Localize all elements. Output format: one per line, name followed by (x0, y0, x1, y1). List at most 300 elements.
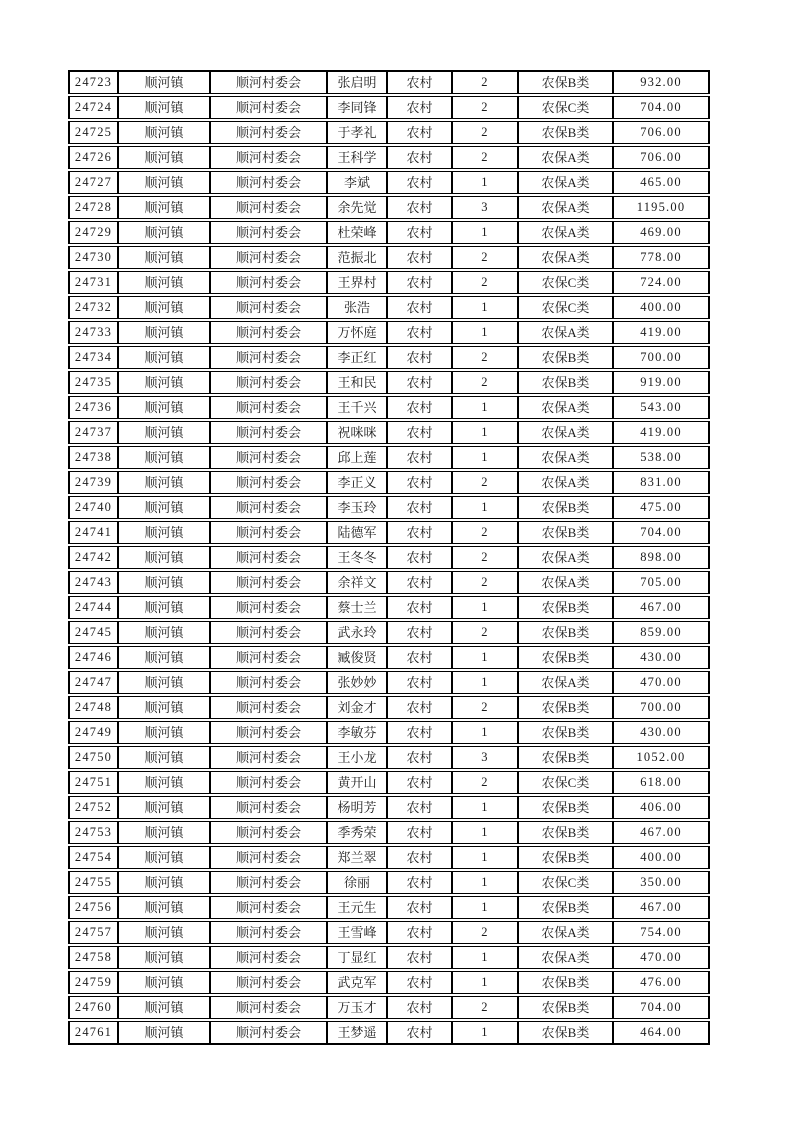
cell-count: 1 (452, 1021, 518, 1045)
cell-residence: 农村 (387, 70, 452, 94)
cell-name: 万怀庭 (327, 321, 387, 344)
cell-village: 顺河村委会 (210, 496, 327, 519)
cell-amount: 543.00 (613, 396, 710, 419)
cell-category: 农保B类 (518, 846, 613, 869)
cell-town: 顺河镇 (118, 996, 210, 1019)
cell-village: 顺河村委会 (210, 1021, 327, 1045)
cell-town: 顺河镇 (118, 271, 210, 294)
cell-village: 顺河村委会 (210, 671, 327, 694)
table-row (68, 496, 710, 519)
cell-count: 1 (452, 646, 518, 669)
pension-benefits-table (68, 68, 710, 1047)
cell-count: 1 (452, 796, 518, 819)
table-row (68, 871, 710, 894)
cell-town: 顺河镇 (118, 546, 210, 569)
cell-id: 24758 (68, 946, 118, 969)
cell-town: 顺河镇 (118, 696, 210, 719)
cell-id: 24727 (68, 171, 118, 194)
cell-amount: 469.00 (613, 221, 710, 244)
table-row (68, 1021, 710, 1045)
cell-town: 顺河镇 (118, 496, 210, 519)
cell-count: 1 (452, 721, 518, 744)
cell-name: 范振北 (327, 246, 387, 269)
table-row (68, 446, 710, 469)
cell-count: 2 (452, 371, 518, 394)
cell-residence: 农村 (387, 871, 452, 894)
cell-count: 1 (452, 171, 518, 194)
cell-amount: 705.00 (613, 571, 710, 594)
table-row (68, 346, 710, 369)
cell-count: 2 (452, 346, 518, 369)
cell-id: 24750 (68, 746, 118, 769)
cell-residence: 农村 (387, 396, 452, 419)
cell-count: 2 (452, 521, 518, 544)
cell-count: 2 (452, 146, 518, 169)
cell-amount: 704.00 (613, 96, 710, 119)
cell-id: 24745 (68, 621, 118, 644)
cell-name: 杨明芳 (327, 796, 387, 819)
cell-amount: 778.00 (613, 246, 710, 269)
cell-category: 农保B类 (518, 1021, 613, 1045)
cell-amount: 475.00 (613, 496, 710, 519)
cell-id: 24744 (68, 596, 118, 619)
cell-count: 2 (452, 921, 518, 944)
cell-residence: 农村 (387, 221, 452, 244)
table-row (68, 621, 710, 644)
cell-id: 24759 (68, 971, 118, 994)
cell-name: 张浩 (327, 296, 387, 319)
cell-town: 顺河镇 (118, 946, 210, 969)
cell-count: 2 (452, 696, 518, 719)
cell-id: 24740 (68, 496, 118, 519)
cell-id: 24749 (68, 721, 118, 744)
cell-village: 顺河村委会 (210, 321, 327, 344)
cell-id: 24724 (68, 96, 118, 119)
cell-town: 顺河镇 (118, 70, 210, 94)
cell-amount: 706.00 (613, 146, 710, 169)
cell-name: 祝咪咪 (327, 421, 387, 444)
cell-village: 顺河村委会 (210, 421, 327, 444)
cell-amount: 470.00 (613, 671, 710, 694)
cell-id: 24742 (68, 546, 118, 569)
cell-name: 王和民 (327, 371, 387, 394)
cell-town: 顺河镇 (118, 871, 210, 894)
cell-category: 农保B类 (518, 896, 613, 919)
table-row (68, 546, 710, 569)
cell-count: 2 (452, 246, 518, 269)
cell-count: 1 (452, 846, 518, 869)
table-row (68, 746, 710, 769)
cell-name: 万玉才 (327, 996, 387, 1019)
cell-village: 顺河村委会 (210, 346, 327, 369)
cell-town: 顺河镇 (118, 221, 210, 244)
cell-count: 1 (452, 496, 518, 519)
cell-category: 农保B类 (518, 70, 613, 94)
cell-count: 1 (452, 396, 518, 419)
cell-residence: 农村 (387, 271, 452, 294)
table-row (68, 921, 710, 944)
cell-category: 农保B类 (518, 971, 613, 994)
cell-town: 顺河镇 (118, 96, 210, 119)
cell-village: 顺河村委会 (210, 371, 327, 394)
cell-count: 1 (452, 671, 518, 694)
cell-amount: 898.00 (613, 546, 710, 569)
cell-id: 24753 (68, 821, 118, 844)
cell-amount: 919.00 (613, 371, 710, 394)
cell-residence: 农村 (387, 321, 452, 344)
cell-category: 农保A类 (518, 546, 613, 569)
cell-name: 李斌 (327, 171, 387, 194)
cell-name: 蔡士兰 (327, 596, 387, 619)
table-row (68, 321, 710, 344)
cell-count: 2 (452, 546, 518, 569)
cell-id: 24756 (68, 896, 118, 919)
table-row (68, 821, 710, 844)
cell-id: 24747 (68, 671, 118, 694)
cell-village: 顺河村委会 (210, 921, 327, 944)
cell-category: 农保B类 (518, 346, 613, 369)
cell-amount: 706.00 (613, 121, 710, 144)
cell-amount: 406.00 (613, 796, 710, 819)
cell-name: 李正义 (327, 471, 387, 494)
cell-name: 郑兰翠 (327, 846, 387, 869)
table-row (68, 971, 710, 994)
cell-name: 王科学 (327, 146, 387, 169)
cell-count: 1 (452, 821, 518, 844)
cell-amount: 700.00 (613, 346, 710, 369)
cell-id: 24741 (68, 521, 118, 544)
cell-id: 24723 (68, 70, 118, 94)
cell-category: 农保C类 (518, 871, 613, 894)
cell-amount: 430.00 (613, 646, 710, 669)
table-row (68, 846, 710, 869)
cell-name: 李正红 (327, 346, 387, 369)
cell-id: 24760 (68, 996, 118, 1019)
cell-town: 顺河镇 (118, 671, 210, 694)
cell-town: 顺河镇 (118, 771, 210, 794)
cell-amount: 700.00 (613, 696, 710, 719)
cell-category: 农保C类 (518, 271, 613, 294)
cell-name: 臧俊贤 (327, 646, 387, 669)
cell-town: 顺河镇 (118, 621, 210, 644)
cell-residence: 农村 (387, 671, 452, 694)
cell-name: 王元生 (327, 896, 387, 919)
cell-count: 1 (452, 421, 518, 444)
cell-residence: 农村 (387, 921, 452, 944)
table-row (68, 671, 710, 694)
table-row (68, 521, 710, 544)
cell-name: 于孝礼 (327, 121, 387, 144)
cell-village: 顺河村委会 (210, 746, 327, 769)
cell-amount: 350.00 (613, 871, 710, 894)
cell-name: 丁显红 (327, 946, 387, 969)
cell-name: 邱上莲 (327, 446, 387, 469)
table-row (68, 596, 710, 619)
cell-category: 农保A类 (518, 471, 613, 494)
cell-village: 顺河村委会 (210, 446, 327, 469)
cell-category: 农保A类 (518, 671, 613, 694)
cell-village: 顺河村委会 (210, 871, 327, 894)
cell-residence: 农村 (387, 546, 452, 569)
cell-id: 24761 (68, 1021, 118, 1045)
cell-category: 农保A类 (518, 421, 613, 444)
cell-village: 顺河村委会 (210, 596, 327, 619)
cell-category: 农保B类 (518, 821, 613, 844)
cell-residence: 农村 (387, 746, 452, 769)
cell-town: 顺河镇 (118, 646, 210, 669)
cell-residence: 农村 (387, 96, 452, 119)
cell-village: 顺河村委会 (210, 271, 327, 294)
cell-village: 顺河村委会 (210, 546, 327, 569)
cell-category: 农保B类 (518, 721, 613, 744)
cell-category: 农保A类 (518, 946, 613, 969)
cell-category: 农保A类 (518, 396, 613, 419)
cell-village: 顺河村委会 (210, 196, 327, 219)
cell-residence: 农村 (387, 146, 452, 169)
cell-town: 顺河镇 (118, 596, 210, 619)
cell-residence: 农村 (387, 971, 452, 994)
cell-residence: 农村 (387, 946, 452, 969)
cell-id: 24746 (68, 646, 118, 669)
cell-id: 24728 (68, 196, 118, 219)
table-row (68, 196, 710, 219)
cell-amount: 419.00 (613, 421, 710, 444)
cell-name: 王冬冬 (327, 546, 387, 569)
cell-residence: 农村 (387, 896, 452, 919)
table-row (68, 121, 710, 144)
cell-amount: 467.00 (613, 821, 710, 844)
cell-category: 农保C类 (518, 296, 613, 319)
cell-residence: 农村 (387, 821, 452, 844)
cell-village: 顺河村委会 (210, 396, 327, 419)
table-row (68, 946, 710, 969)
cell-category: 农保B类 (518, 996, 613, 1019)
table-body (68, 70, 710, 1045)
cell-amount: 538.00 (613, 446, 710, 469)
cell-residence: 农村 (387, 846, 452, 869)
cell-amount: 476.00 (613, 971, 710, 994)
cell-id: 24752 (68, 796, 118, 819)
cell-count: 2 (452, 121, 518, 144)
cell-id: 24757 (68, 921, 118, 944)
cell-amount: 1052.00 (613, 746, 710, 769)
cell-id: 24730 (68, 246, 118, 269)
cell-village: 顺河村委会 (210, 171, 327, 194)
cell-name: 徐丽 (327, 871, 387, 894)
cell-town: 顺河镇 (118, 346, 210, 369)
cell-category: 农保B类 (518, 621, 613, 644)
cell-count: 1 (452, 871, 518, 894)
cell-town: 顺河镇 (118, 1021, 210, 1045)
cell-residence: 农村 (387, 771, 452, 794)
cell-category: 农保A类 (518, 196, 613, 219)
cell-amount: 859.00 (613, 621, 710, 644)
cell-amount: 467.00 (613, 896, 710, 919)
cell-village: 顺河村委会 (210, 896, 327, 919)
cell-count: 1 (452, 896, 518, 919)
cell-town: 顺河镇 (118, 146, 210, 169)
cell-name: 季秀荣 (327, 821, 387, 844)
cell-village: 顺河村委会 (210, 996, 327, 1019)
cell-count: 3 (452, 746, 518, 769)
cell-amount: 470.00 (613, 946, 710, 969)
cell-residence: 农村 (387, 621, 452, 644)
cell-town: 顺河镇 (118, 796, 210, 819)
cell-residence: 农村 (387, 996, 452, 1019)
cell-town: 顺河镇 (118, 846, 210, 869)
cell-category: 农保B类 (518, 596, 613, 619)
table-row (68, 96, 710, 119)
cell-village: 顺河村委会 (210, 296, 327, 319)
cell-residence: 农村 (387, 1021, 452, 1045)
cell-category: 农保C类 (518, 96, 613, 119)
cell-village: 顺河村委会 (210, 246, 327, 269)
cell-residence: 农村 (387, 171, 452, 194)
cell-village: 顺河村委会 (210, 971, 327, 994)
cell-name: 杜荣峰 (327, 221, 387, 244)
cell-town: 顺河镇 (118, 746, 210, 769)
cell-residence: 农村 (387, 596, 452, 619)
cell-category: 农保A类 (518, 571, 613, 594)
cell-name: 张妙妙 (327, 671, 387, 694)
cell-category: 农保B类 (518, 796, 613, 819)
cell-amount: 400.00 (613, 846, 710, 869)
cell-village: 顺河村委会 (210, 796, 327, 819)
cell-name: 黄开山 (327, 771, 387, 794)
cell-category: 农保B类 (518, 496, 613, 519)
cell-name: 陆德军 (327, 521, 387, 544)
cell-id: 24738 (68, 446, 118, 469)
cell-name: 余祥文 (327, 571, 387, 594)
cell-residence: 农村 (387, 421, 452, 444)
cell-town: 顺河镇 (118, 446, 210, 469)
table-row (68, 246, 710, 269)
cell-village: 顺河村委会 (210, 146, 327, 169)
cell-town: 顺河镇 (118, 396, 210, 419)
cell-residence: 农村 (387, 371, 452, 394)
cell-name: 王梦遥 (327, 1021, 387, 1045)
cell-name: 王小龙 (327, 746, 387, 769)
cell-id: 24743 (68, 571, 118, 594)
cell-amount: 1195.00 (613, 196, 710, 219)
cell-id: 24737 (68, 421, 118, 444)
table-row (68, 421, 710, 444)
cell-category: 农保A类 (518, 171, 613, 194)
table-row (68, 996, 710, 1019)
cell-town: 顺河镇 (118, 196, 210, 219)
cell-residence: 农村 (387, 471, 452, 494)
cell-count: 1 (452, 321, 518, 344)
cell-name: 张启明 (327, 70, 387, 94)
cell-name: 李同锋 (327, 96, 387, 119)
cell-category: 农保A类 (518, 446, 613, 469)
cell-amount: 465.00 (613, 171, 710, 194)
cell-residence: 农村 (387, 721, 452, 744)
table-row (68, 70, 710, 94)
cell-count: 1 (452, 946, 518, 969)
table-row (68, 146, 710, 169)
cell-town: 顺河镇 (118, 896, 210, 919)
table-row (68, 896, 710, 919)
cell-town: 顺河镇 (118, 246, 210, 269)
cell-residence: 农村 (387, 571, 452, 594)
cell-category: 农保A类 (518, 221, 613, 244)
cell-name: 王界村 (327, 271, 387, 294)
table-row (68, 646, 710, 669)
cell-town: 顺河镇 (118, 121, 210, 144)
table-row (68, 271, 710, 294)
cell-count: 2 (452, 471, 518, 494)
cell-name: 武克军 (327, 971, 387, 994)
cell-category: 农保A类 (518, 921, 613, 944)
table-row (68, 171, 710, 194)
cell-count: 1 (452, 446, 518, 469)
cell-name: 王雪峰 (327, 921, 387, 944)
cell-category: 农保B类 (518, 521, 613, 544)
cell-residence: 农村 (387, 796, 452, 819)
cell-amount: 464.00 (613, 1021, 710, 1045)
cell-count: 2 (452, 70, 518, 94)
cell-village: 顺河村委会 (210, 721, 327, 744)
table-row (68, 571, 710, 594)
cell-village: 顺河村委会 (210, 121, 327, 144)
cell-residence: 农村 (387, 346, 452, 369)
cell-village: 顺河村委会 (210, 696, 327, 719)
cell-category: 农保B类 (518, 746, 613, 769)
cell-count: 1 (452, 221, 518, 244)
table-row (68, 371, 710, 394)
cell-village: 顺河村委会 (210, 771, 327, 794)
cell-residence: 农村 (387, 246, 452, 269)
cell-category: 农保A类 (518, 146, 613, 169)
cell-id: 24735 (68, 371, 118, 394)
cell-id: 24731 (68, 271, 118, 294)
cell-category: 农保B类 (518, 696, 613, 719)
cell-amount: 932.00 (613, 70, 710, 94)
cell-category: 农保B类 (518, 121, 613, 144)
cell-town: 顺河镇 (118, 921, 210, 944)
cell-residence: 农村 (387, 446, 452, 469)
cell-name: 李敏芬 (327, 721, 387, 744)
cell-town: 顺河镇 (118, 571, 210, 594)
cell-id: 24736 (68, 396, 118, 419)
table-row (68, 471, 710, 494)
cell-count: 1 (452, 596, 518, 619)
cell-village: 顺河村委会 (210, 571, 327, 594)
table-row (68, 796, 710, 819)
table-row (68, 771, 710, 794)
cell-id: 24729 (68, 221, 118, 244)
cell-count: 2 (452, 96, 518, 119)
cell-id: 24733 (68, 321, 118, 344)
cell-count: 3 (452, 196, 518, 219)
cell-id: 24751 (68, 771, 118, 794)
cell-town: 顺河镇 (118, 371, 210, 394)
cell-town: 顺河镇 (118, 296, 210, 319)
cell-category: 农保A类 (518, 321, 613, 344)
cell-amount: 618.00 (613, 771, 710, 794)
cell-count: 2 (452, 571, 518, 594)
cell-id: 24739 (68, 471, 118, 494)
cell-name: 王千兴 (327, 396, 387, 419)
cell-name: 余先觉 (327, 196, 387, 219)
cell-village: 顺河村委会 (210, 621, 327, 644)
cell-village: 顺河村委会 (210, 646, 327, 669)
cell-residence: 农村 (387, 521, 452, 544)
cell-amount: 400.00 (613, 296, 710, 319)
cell-id: 24734 (68, 346, 118, 369)
cell-id: 24755 (68, 871, 118, 894)
